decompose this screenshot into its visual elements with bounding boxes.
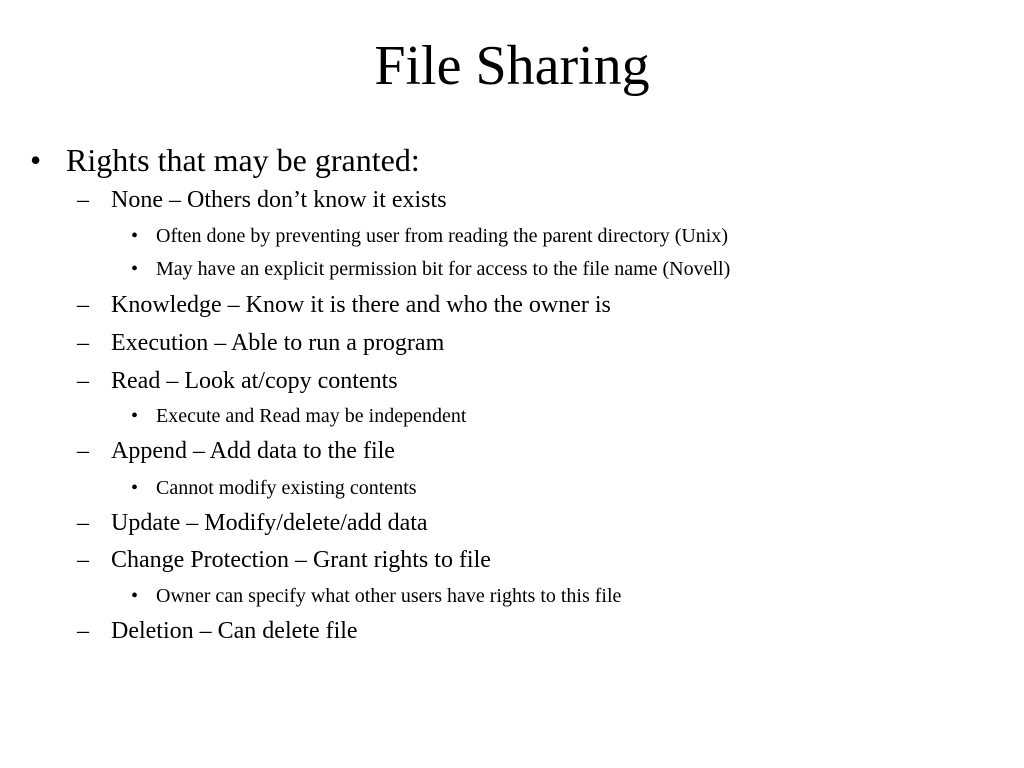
bullet-marker: • [131, 477, 139, 499]
bullet-text: May have an explicit permission bit for access to the file name (Novell) [156, 258, 731, 280]
bullet-text: Deletion – Can delete file [111, 618, 358, 644]
bullet-text: Often done by preventing user from reading the parent directory (Unix) [156, 225, 729, 247]
bullet-text: Execute and Read may be independent [156, 405, 467, 427]
dash-marker: – [77, 547, 89, 573]
bullet-text: Rights that may be granted: [66, 142, 420, 178]
dash-marker: – [77, 510, 89, 536]
dash-marker: – [77, 618, 89, 644]
bullet-marker: • [131, 585, 139, 607]
bullet-text: Read – Look at/copy contents [111, 368, 398, 394]
bullet-text: Execution – Able to run a program [111, 330, 445, 356]
bullet-marker: • [131, 225, 139, 247]
bullet-text: Cannot modify existing contents [156, 477, 417, 499]
dash-marker: – [77, 330, 89, 356]
bullet-text: Owner can specify what other users have rights to this file [156, 585, 622, 607]
bullet-text: Knowledge – Know it is there and who the owner is [111, 292, 611, 318]
bullet-marker: • [131, 258, 139, 280]
slide-title: File Sharing [374, 35, 650, 97]
bullet-marker: • [30, 142, 42, 178]
dash-marker: – [77, 292, 89, 318]
dash-marker: – [77, 187, 89, 213]
bullet-text: None – Others don’t know it exists [111, 187, 447, 213]
bullet-text: Change Protection – Grant rights to file [111, 547, 491, 573]
bullet-text: Append – Add data to the file [111, 438, 395, 464]
bullet-marker: • [131, 405, 139, 427]
dash-marker: – [77, 368, 89, 394]
bullet-text: Update – Modify/delete/add data [111, 510, 428, 536]
dash-marker: – [77, 438, 89, 464]
